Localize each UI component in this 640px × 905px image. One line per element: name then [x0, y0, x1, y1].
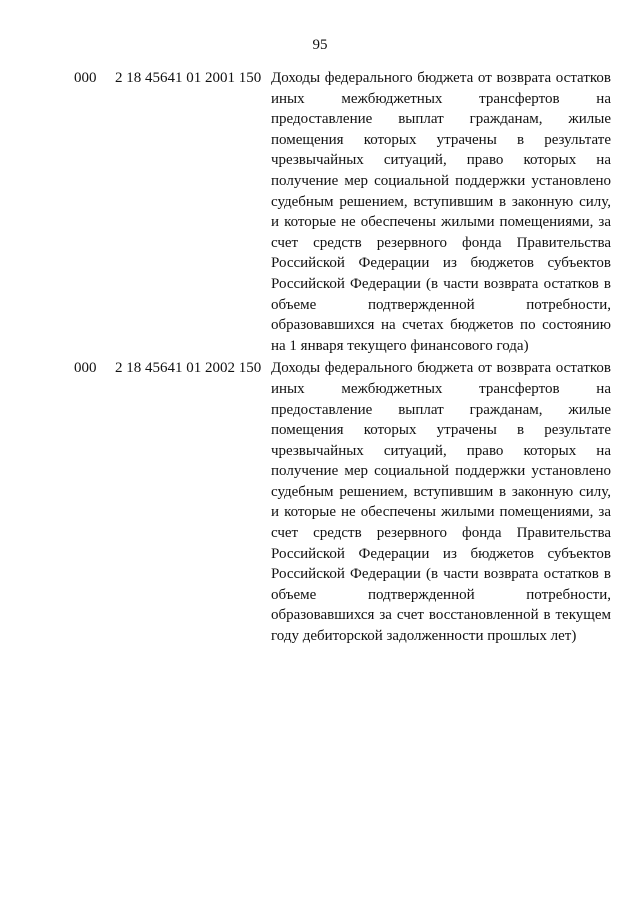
budget-classification-code: 2 18 45641 01 2002 150	[115, 360, 262, 377]
table-row	[0, 68, 640, 356]
admin-code: 000	[74, 360, 97, 377]
admin-code: 000	[74, 70, 97, 86]
page-number: 95	[312, 37, 328, 53]
budget-classification-code: 2 18 45641 01 2001 150	[115, 70, 262, 86]
budget-code-table	[0, 68, 640, 647]
table-row	[0, 358, 640, 646]
revenue-description: Доходы федерального бюджета от возврата остатков иных межбюджетных трансфертов на предоставление выплат гражданам, жилые помещения которых утрачены в результате чрезвычайных ситуаций, право которых на получение мер социальной поддержки установлено судебным решением, вступившим в законную силу, и которые не обеспечены жилыми помещениями, за счет средств резервного фонда Правительства Российской Федерации из бюджетов субъектов Российской Федерации (в части возврата остатков в объеме подтвержденной потребности, образовавшихся за счет восстановленной в текущем году дебиторской задолженности прошлых лет)	[271, 360, 611, 645]
revenue-description: Доходы федерального бюджета от возврата остатков иных межбюджетных трансфертов на предоставление выплат гражданам, жилые помещения которых утрачены в результате чрезвычайных ситуаций, право которых на получение мер социальной поддержки установлено судебным решением, вступившим в законную силу, и которые не обеспечены жилыми помещениями, за счет средств резервного фонда Правительства Российской Федерации из бюджетов субъектов Российской Федерации (в части возврата остатков в объеме подтвержденной потребности, образовавшихся на счетах бюджетов по состоянию на 1 января текущего финансового года)	[271, 70, 611, 354]
